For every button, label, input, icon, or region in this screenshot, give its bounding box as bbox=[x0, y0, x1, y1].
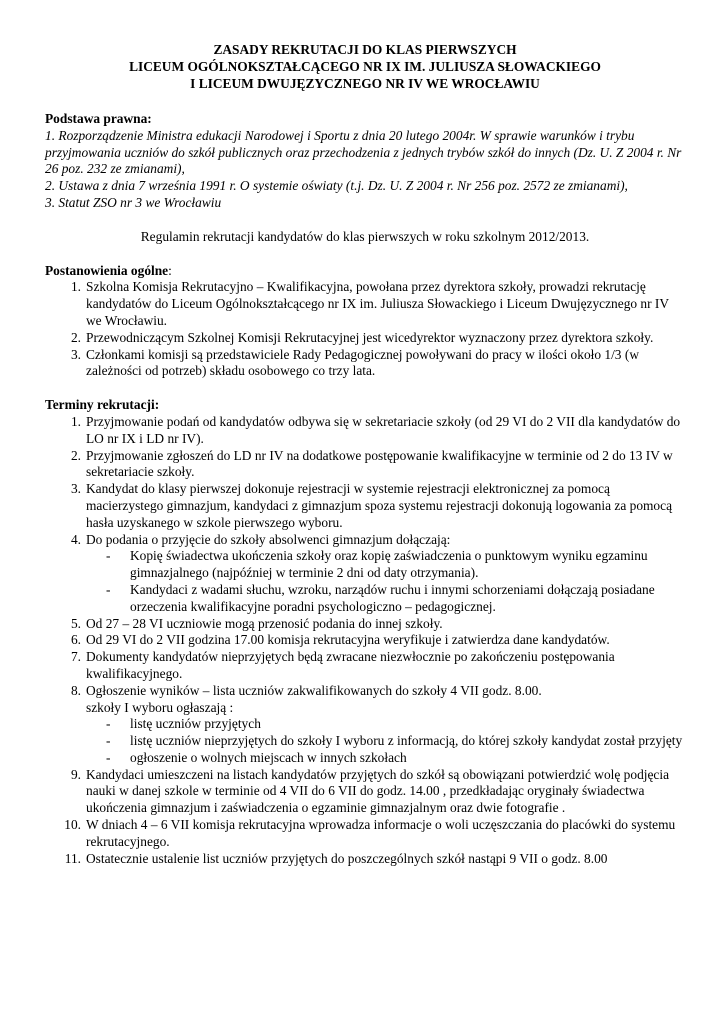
list-item bbox=[45, 632, 685, 649]
dash-bullet: - bbox=[106, 749, 111, 765]
item-number: 8. bbox=[70, 682, 81, 698]
list-item bbox=[45, 481, 685, 531]
item-text: Kandydat do klasy pierwszej dokonuje rejestracji w systemie rejestracji elektronicznej za pomocą macierzystego gimnazjum, kandydaci z gimnazjum spoza systemu rejestracji dokonują logowania za pomocą hasła uzyskanego w szkole pierwszego wyboru. bbox=[86, 481, 673, 530]
general-provisions-list bbox=[45, 279, 685, 380]
legal-basis-list bbox=[45, 128, 685, 212]
item-number: 1. bbox=[70, 413, 81, 429]
sublist-item bbox=[86, 548, 685, 582]
item-text: Przyjmowanie zgłoszeń do LD nr IV na dodatkowe postępowanie kwalifikacyjne w terminie od 2 do 13 IV w sekretariacie szkoły. bbox=[86, 447, 673, 480]
legal-basis-item: 3. Statut ZSO nr 3 we Wrocławiu bbox=[45, 194, 222, 210]
dash-bullet: - bbox=[106, 716, 111, 732]
terms-list bbox=[45, 414, 685, 868]
item-number: 2. bbox=[70, 329, 81, 345]
list-item bbox=[45, 448, 685, 482]
list-item bbox=[45, 851, 685, 868]
sublist-item bbox=[86, 582, 685, 616]
item-number: 5. bbox=[70, 615, 81, 631]
list-item bbox=[45, 347, 685, 381]
attachments-sublist bbox=[86, 548, 685, 615]
document-page bbox=[45, 41, 685, 867]
document-title bbox=[45, 41, 685, 92]
results-note: szkoły I wyboru ogłaszają : bbox=[86, 699, 234, 715]
item-text: Ostatecznie ustalenie list uczniów przyjętych do poszczególnych szkół nastąpi 9 VII o godz. 8.00 bbox=[86, 850, 608, 866]
title-line-3: I LICEUM DWUJĘZYCZNEGO NR IV WE WROCŁAWIU bbox=[190, 76, 540, 91]
list-item bbox=[45, 683, 685, 767]
list-item bbox=[45, 649, 685, 683]
legal-basis-item: 2. Ustawa z dnia 7 września 1991 r. O systemie oświaty (t.j. Dz. U. Z 2004 r. Nr 256 poz. 2572 ze zmianami), bbox=[45, 178, 628, 194]
sublist-text: listę uczniów nieprzyjętych do szkoły I wyboru z informacją, do której szkoły kandydat został przyjęty bbox=[130, 733, 683, 749]
list-item bbox=[45, 532, 685, 616]
item-text: Dokumenty kandydatów nieprzyjętych będą zwracane niezwłocznie po zakończeniu postępowania kwalifikacyjnego. bbox=[86, 649, 615, 681]
title-line-1: ZASADY REKRUTACJI DO KLAS PIERWSZYCH bbox=[213, 42, 517, 57]
item-text: Członkami komisji są przedstawiciele Rady Pedagogicznej powoływani do pracy w ilości około 1/3 (w zależności od potrzeb) składu osobowego co trzy lata. bbox=[86, 346, 639, 379]
general-heading-colon: : bbox=[168, 262, 172, 278]
item-text: Przewodniczącym Szkolnej Komisji Rekrutacyjnej jest wicedyrektor wyznaczony przez dyrektora szkoły. bbox=[86, 329, 654, 345]
sublist-text: ogłoszenie o wolnych miejscach w innych szkołach bbox=[130, 749, 407, 765]
item-text: Szkolna Komisja Rekrutacyjno – Kwalifikacyjna, powołana przez dyrektora szkoły, prowadzi rekrutację kandydatów do Liceum Ogólnokształcącego nr IX im. Juliusza Słowackiego i Liceum Dwujęzycznego nr IV we Wrocławiu. bbox=[86, 279, 669, 328]
item-number: 11. bbox=[64, 850, 81, 866]
list-item bbox=[45, 817, 685, 851]
legal-basis-item: 1. Rozporządzenie Ministra edukacji Narodowej i Sportu z dnia 20 lutego 2004r. W sprawie warunków i trybu przyjmowania uczniów do szkół publicznych oraz przechodzenia z jednych trybów szkół do innych (Dz. U. Z 2004 r. Nr 26 poz. 232 ze zmianami), bbox=[45, 127, 682, 177]
general-provisions-heading bbox=[45, 263, 685, 280]
sublist-text: listę uczniów przyjętych bbox=[130, 716, 261, 732]
terms-heading: Terminy rekrutacji: bbox=[45, 397, 160, 413]
dash-bullet: - bbox=[106, 733, 111, 749]
list-item bbox=[45, 414, 685, 448]
item-number: 3. bbox=[70, 346, 81, 362]
item-text: Do podania o przyjęcie do szkoły absolwenci gimnazjum dołączają: bbox=[86, 531, 451, 547]
item-number: 6. bbox=[70, 632, 81, 648]
item-text: Od 27 – 28 VI uczniowie mogą przenosić podania do innej szkoły. bbox=[86, 615, 443, 631]
item-text: Ogłoszenie wyników – lista uczniów zakwalifikowanych do szkoły 4 VII godz. 8.00. bbox=[86, 682, 542, 698]
item-number: 1. bbox=[70, 279, 81, 295]
item-number: 9. bbox=[70, 766, 81, 782]
list-item bbox=[45, 767, 685, 817]
title-line-2: LICEUM OGÓLNOKSZTAŁCĄCEGO NR IX IM. JULIUSZA SŁOWACKIEGO bbox=[129, 59, 601, 74]
results-sublist bbox=[86, 716, 685, 766]
legal-basis-heading: Podstawa prawna: bbox=[45, 111, 152, 126]
item-number: 3. bbox=[70, 481, 81, 497]
item-text: Przyjmowanie podań od kandydatów odbywa się w sekretariacie szkoły (od 29 VI do 2 VII dla kandydatów do LO nr IX i LD nr IV). bbox=[86, 413, 681, 446]
item-text: Kandydaci umieszczeni na listach kandydatów przyjętych do szkół są obowiązani potwierdzić wolę podjęcia nauki w danej szkole w terminie od 4 VII do 6 VII do godz. 14.00 , przedkładając oryginały świadectwa ukończenia gimnazjum i zaświadczenia o egzaminie gimnazjalnym oraz dwie fotografie . bbox=[86, 766, 670, 816]
general-heading-text: Postanowienia ogólne bbox=[45, 262, 169, 278]
sublist-text: Kandydaci z wadami słuchu, wzroku, narządów ruchu i innymi schorzeniami dołączają posiadane orzeczenia kwalifikacyjne poradni psychologiczno – pedagogicznej. bbox=[130, 581, 655, 614]
sublist-text: Kopię świadectwa ukończenia szkoły oraz kopię zaświadczenia o punktowym wyniku egzaminu gimnazjalnego (najpóźniej w terminie 2 dni od daty otrzymania). bbox=[130, 548, 648, 581]
item-number: 7. bbox=[70, 649, 81, 665]
item-number: 4. bbox=[70, 531, 81, 547]
regulation-subtitle: Regulamin rekrutacji kandydatów do klas pierwszych w roku szkolnym 2012/2013. bbox=[140, 228, 590, 244]
dash-bullet: - bbox=[106, 581, 111, 597]
sublist-item bbox=[86, 716, 685, 733]
list-item bbox=[45, 330, 685, 347]
item-number: 10. bbox=[64, 817, 81, 833]
sublist-item bbox=[86, 750, 685, 767]
sublist-item bbox=[86, 733, 685, 750]
list-item bbox=[45, 279, 685, 329]
item-number: 2. bbox=[70, 447, 81, 463]
list-item bbox=[45, 616, 685, 633]
item-text: W dniach 4 – 6 VII komisja rekrutacyjna wprowadza informacje o woli uczęszczania do placówki do systemu rekrutacyjnego. bbox=[86, 817, 676, 849]
item-text: Od 29 VI do 2 VII godzina 17.00 komisja rekrutacyjna weryfikuje i zatwierdza dane kandydatów. bbox=[86, 632, 610, 648]
dash-bullet: - bbox=[106, 548, 111, 564]
